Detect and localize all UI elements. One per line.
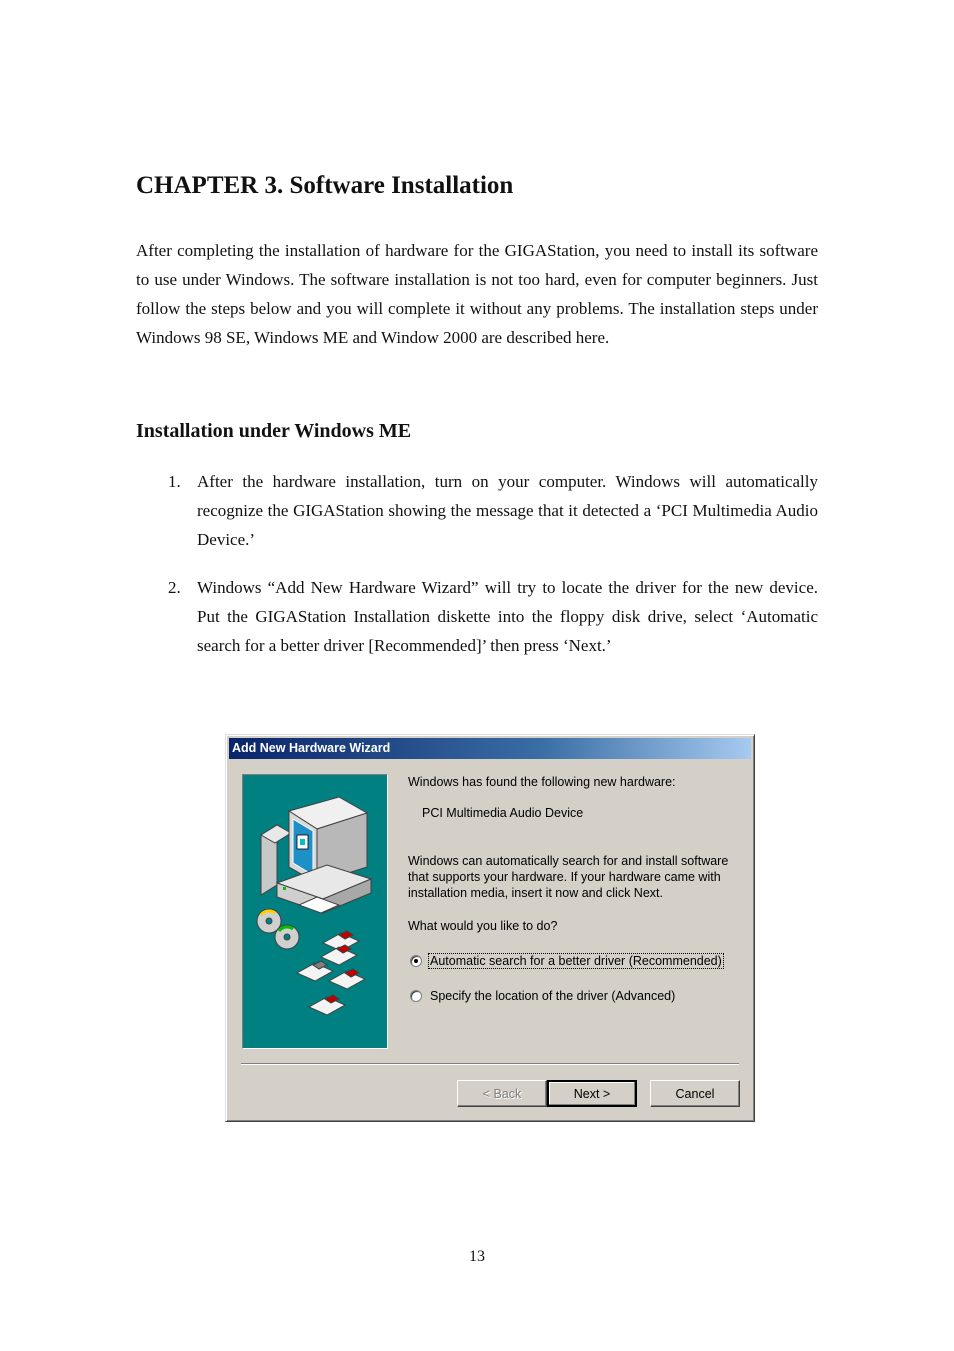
radio-label-automatic-search[interactable]: Automatic search for a better driver (Recommended) [430, 954, 722, 968]
back-button[interactable]: < Back [457, 1080, 547, 1107]
device-name: PCI Multimedia Audio Device [422, 806, 584, 820]
add-new-hardware-wizard-dialog [225, 734, 755, 1122]
step-number: 2. [168, 578, 181, 597]
section-title: Installation under Windows ME [136, 420, 412, 442]
page-number: 13 [469, 1248, 485, 1265]
description-text: Windows can automatically search for and install software that supports your hardware. If your hardware came with installation media, insert it now and click Next. [408, 854, 729, 900]
intro-paragraph: After completing the installation of hardware for the GIGAStation, you need to install its software to use under Windows. The software installation is not too hard, even for computer beginners. Just follow the steps below and you will complete it without any problems. The installation steps under Windows 98 SE, Windows ME and Window 2000 are described here. [136, 241, 818, 347]
radio-label-specify-location[interactable]: Specify the location of the driver (Advanced) [430, 989, 676, 1003]
step-text: Windows “Add New Hardware Wizard” will try to locate the driver for the new device. Put the GIGAStation Installation diskette into the floppy disk drive, select ‘Automatic search for a better driver [Recommended]’ then press ‘Next.’ [197, 578, 818, 655]
step-text: After the hardware installation, turn on your computer. Windows will automatically recognize the GIGAStation showing the message that it detected a ‘PCI Multimedia Audio Device.’ [197, 472, 818, 549]
computer-and-disks-icon [243, 775, 387, 1048]
steps-list [136, 467, 818, 679]
next-button[interactable]: Next > [547, 1080, 637, 1107]
dialog-titlebar[interactable] [229, 738, 751, 759]
radio-automatic-search[interactable] [410, 955, 422, 967]
step-item [136, 573, 818, 660]
question-text: What would you like to do? [408, 919, 558, 933]
dialog-separator [241, 1063, 739, 1065]
cancel-button[interactable]: Cancel [650, 1080, 740, 1107]
wizard-illustration [242, 774, 388, 1049]
step-number: 1. [168, 472, 181, 491]
dialog-title: Add New Hardware Wizard [232, 741, 391, 755]
radio-specify-location[interactable] [410, 990, 422, 1002]
chapter-title: CHAPTER 3. Software Installation [136, 172, 514, 199]
step-item [136, 467, 818, 554]
found-hardware-text: Windows has found the following new hardware: [408, 775, 676, 789]
radio-selected-dot [414, 959, 418, 963]
